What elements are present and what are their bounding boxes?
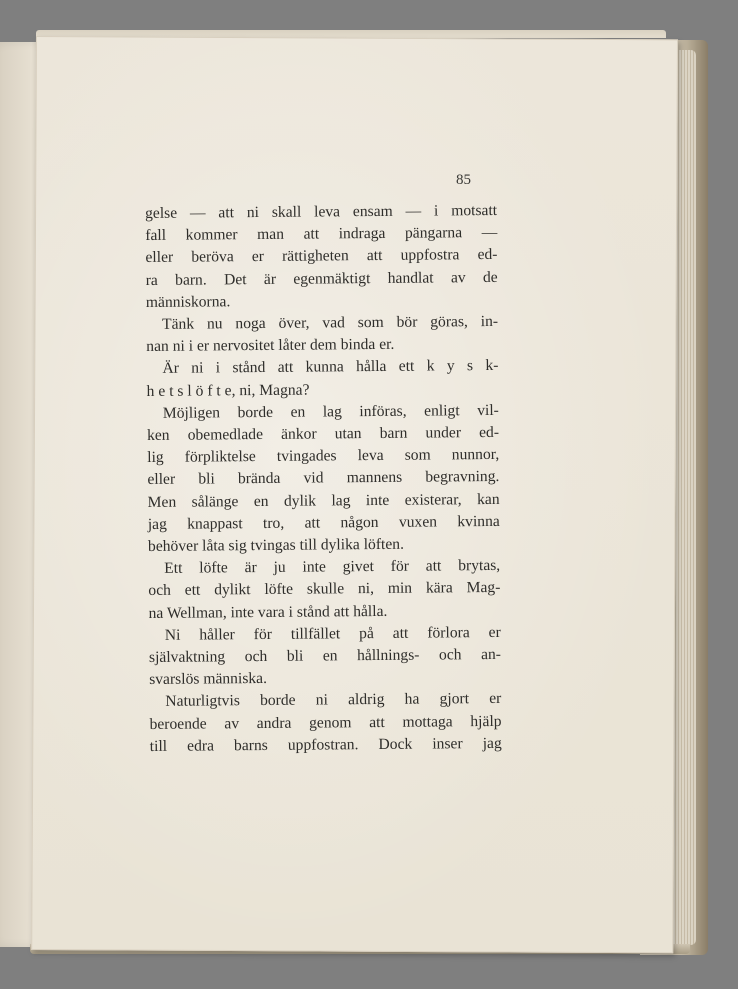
text-line: beroende av andra genom att mottaga hjälp [149, 712, 502, 733]
text-line: Naturligtvis borde ni aldrig ha gjort er [165, 690, 502, 711]
text-line: Möjligen borde en lag införas, enligt vil- [162, 401, 499, 422]
text-line: lig förpliktelse tvingades leva som nunnor, [147, 446, 500, 467]
text-line: till edra barns uppfostran. Dock inser jag [149, 734, 502, 755]
text-line: nan ni i er nervositet låter dem binda er. [146, 336, 395, 356]
text-line: na Wellman, inte vara i stånd att hålla. [148, 602, 388, 622]
text-line: ken obemedlade änkor utan barn under ed- [146, 423, 500, 445]
text-line: jag knappast tro, att någon vuxen kvinna [147, 512, 500, 533]
text-line: fall kommer man att indraga pängarna — [145, 224, 498, 245]
text-line: h e t s l ö f t e, ni, Magna? [146, 381, 310, 400]
text-line: Men sålänge en dylik lag inte existerar, kan [147, 490, 500, 511]
text-line: eller bli brända vid mannens begravning. [147, 468, 500, 489]
body-text [145, 200, 502, 758]
text-line: behöver låta sig tvingas till dylika löften. [147, 535, 405, 556]
text-line: Ett löfte är ju inte givet för att brytas, [164, 557, 501, 578]
text-line: Ni håller för tillfället på att förlora er [164, 623, 501, 644]
text-line: svarslös människa. [149, 670, 268, 689]
text-line: ra barn. Det är egenmäktigt handlat av de [145, 268, 498, 289]
text-line: människorna. [145, 293, 231, 311]
page-number: 85 [456, 172, 471, 188]
text-line: eller beröva er rättigheten att uppfostra ed- [145, 246, 498, 267]
text-line: Är ni i stånd att kunna hålla ett k y s k- [162, 357, 499, 378]
text-line: självaktning och bli en hållnings- och an- [148, 645, 502, 667]
text-line: och ett dylikt löfte skulle ni, min kära Mag- [148, 579, 501, 600]
text-line: Tänk nu noga över, vad som bör göras, in- [161, 312, 499, 333]
text-line: gelse — att ni skall leva ensam — i motsatt [145, 201, 498, 222]
